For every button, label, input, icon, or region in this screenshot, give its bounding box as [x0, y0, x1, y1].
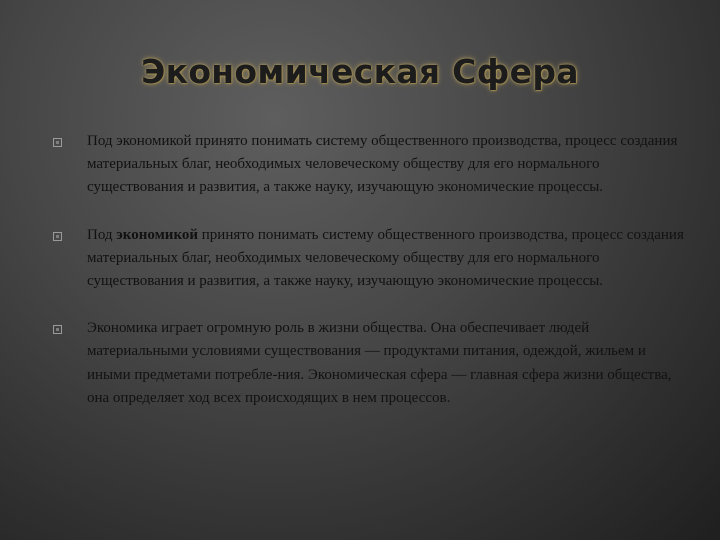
bullet-text: Экономика играет огромную роль в жизни общества. Она обеспечивает людей материальными условиями существования — продуктами питания, одеждой, жильем и иными предметами потребле-ния. Экономическая сфера — главная сфера жизни общества, она определяет ход всех происходящих в нем процессов.: [87, 320, 672, 406]
bullet-item: [50, 317, 690, 410]
bullet-text-end: принято понимать систему общественного производства, процесс создания материальных благ, необходимых человеческому обществу для его нормального существования и развития, а также науку, изучающую экономические процессы.: [87, 226, 684, 290]
bullet-list: [50, 130, 690, 410]
slide-title: Экономическая Сфера: [141, 52, 579, 91]
bullet-item: [50, 224, 690, 294]
square-bullet-icon: [53, 232, 62, 241]
bullet-text: [87, 224, 690, 294]
bullet-text-start: Под: [87, 226, 117, 243]
bullet-text-bold: экономикой: [116, 226, 199, 243]
bullet-item: [50, 130, 690, 200]
square-bullet-icon: [53, 325, 62, 334]
square-bullet-icon: [53, 138, 62, 147]
bullet-text: Под экономикой принято понимать систему общественного производства, процесс создания материальных благ, необходимых человеческому обществу для его нормального существования и развития, а также науку, изучающую экономические процессы.: [87, 133, 678, 196]
